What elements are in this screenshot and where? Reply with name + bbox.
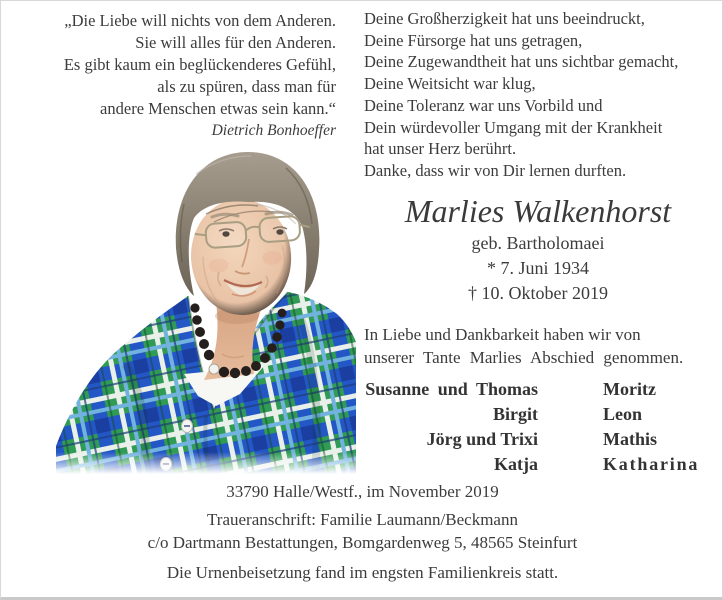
mourner-name: Leon: [603, 404, 643, 424]
condolence-address-line1: Traueranschrift: Familie Laumann/Beckmann: [207, 510, 518, 529]
portrait-photo: [56, 144, 356, 474]
farewell-line: In Liebe und Dankbarkeit haben wir von: [364, 325, 641, 344]
tribute-line: Deine Großherzigkeit hat uns beeindruckt,: [364, 9, 645, 28]
quote-line: Es gibt kaum ein beglückenderes Gefühl,: [63, 55, 336, 74]
tribute-line: Dein würdevoller Umgang mit der Krankheit: [364, 117, 663, 137]
mourners-left-column: [364, 377, 538, 477]
farewell-line: unserer Tante Marlies Abschied genommen.: [364, 348, 684, 367]
death-date: † 10. Oktober 2019: [468, 283, 608, 303]
location-date: 33790 Halle/Westf., im November 2019: [226, 482, 499, 501]
deceased-name: Marlies Walkenhorst: [404, 193, 672, 229]
condolence-address-line2: c/o Dartmann Bestattungen, Bomgardenweg 5, 48565 Steinfurt: [147, 533, 578, 552]
mourner-name: Mathis: [603, 429, 657, 449]
mourners-list: [364, 377, 717, 477]
mourner-name: Katharina: [603, 454, 700, 474]
quote-line: Sie will alles für den Anderen.: [135, 33, 336, 52]
photo-bottom-fade: [56, 452, 356, 474]
birth-date: * 7. Juni 1934: [486, 258, 589, 278]
mourner-name: Jörg und Trixi: [426, 429, 538, 449]
mourner-name: Katja: [494, 454, 538, 474]
burial-note: Die Urnenbeisetzung fand im engsten Familienkreis statt.: [166, 563, 559, 582]
quote-attribution: Dietrich Bonhoeffer: [211, 122, 336, 139]
mourner-name: Birgit: [493, 404, 538, 424]
tribute-line: Deine Zugewandtheit hat uns sichtbar gemacht,: [364, 52, 679, 72]
face: [187, 196, 295, 319]
tribute-line: Danke, dass wir von Dir lernen durften.: [364, 160, 627, 180]
tribute-line: hat unser Herz berührt.: [364, 139, 517, 159]
tribute-line: Deine Weitsicht war klug,: [364, 74, 536, 94]
quote-line: „Die Liebe will nichts von dem Anderen.: [64, 11, 336, 30]
quote-line: andere Menschen etwas sein kann.“: [100, 99, 336, 118]
memorial-quote: [29, 10, 336, 142]
mourner-name: Susanne und Thomas: [365, 379, 538, 399]
tribute-line: Deine Fürsorge hat uns getragen,: [364, 30, 583, 50]
tribute-line: Deine Toleranz war uns Vorbild und: [364, 95, 603, 115]
portrait-illustration: [56, 144, 356, 474]
tribute-text: [364, 8, 717, 182]
deceased-block: [359, 191, 717, 306]
mourner-name: Moritz: [603, 379, 656, 399]
birth-name: geb. Bartholomaei: [471, 233, 605, 253]
farewell-text: [364, 323, 717, 369]
quote-line: als zu spüren, dass man für: [157, 77, 336, 96]
mourners-right-column: [603, 377, 699, 477]
